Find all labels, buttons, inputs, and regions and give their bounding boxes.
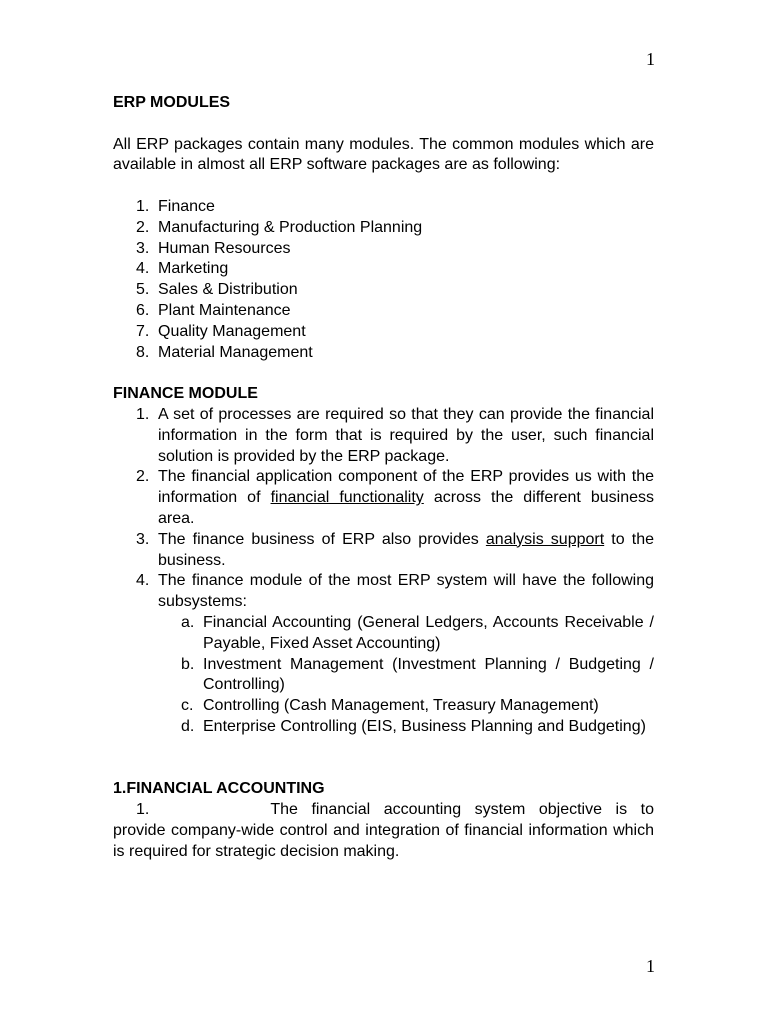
financial-accounting-paragraph	[113, 800, 654, 862]
list-number: 6.	[136, 301, 150, 319]
list-number: 2.	[136, 468, 150, 486]
list-item	[158, 696, 654, 717]
list-item	[158, 613, 654, 655]
analysis-support-link[interactable]: analysis support	[485, 530, 605, 548]
list-number: 1.	[136, 197, 150, 215]
list-item-text: Material Management	[158, 343, 313, 361]
list-item	[113, 467, 654, 529]
list-item	[158, 717, 654, 738]
list-letter: b.	[181, 655, 195, 673]
list-item-text: A set of processes are required so that they can provide the financial information in the form that is required by the user, such financial solution is provided by the ERP package.	[158, 405, 654, 465]
list-item-text: Quality Management	[158, 322, 306, 340]
intro-paragraph: All ERP packages contain many modules. The common modules which are available in almost all ERP software packages are as following:	[113, 135, 654, 174]
financial-functionality-link[interactable]: financial functionality	[270, 489, 424, 507]
list-item	[113, 571, 654, 737]
list-number: 2.	[136, 218, 150, 236]
paragraph-text: The financial accounting system objective is to provide company-wide control and integration of financial information which is required for strategic decision making.	[113, 801, 654, 860]
list-item	[113, 405, 654, 467]
list-item	[113, 301, 654, 322]
list-number: 3.	[136, 239, 150, 257]
list-item	[158, 655, 654, 697]
list-item	[113, 239, 654, 260]
list-letter: d.	[181, 717, 195, 735]
list-item-text: Finance	[158, 197, 215, 215]
list-item	[113, 197, 654, 218]
list-number: 8.	[136, 343, 150, 361]
list-number: 1.	[136, 405, 150, 423]
list-item-text: The financial application component of the ERP provides us with the information of	[158, 468, 654, 507]
list-item	[113, 259, 654, 280]
list-item	[113, 343, 654, 364]
list-item-text: Manufacturing & Production Planning	[158, 218, 423, 236]
list-number: 4.	[136, 572, 150, 590]
list-item	[113, 280, 654, 301]
list-item-text: Investment Management (Investment Planning / Budgeting / Controlling)	[203, 655, 654, 694]
list-item	[113, 218, 654, 239]
list-letter: c.	[181, 697, 194, 715]
page-number-bottom: 1	[646, 956, 655, 976]
list-number: 7.	[136, 322, 150, 340]
list-item-text: Financial Accounting (General Ledgers, Accounts Receivable / Payable, Fixed Asset Accounting)	[203, 613, 654, 652]
list-item-text: Human Resources	[158, 239, 291, 257]
list-item-text: The finance business of ERP also provides	[158, 530, 486, 548]
modules-list	[113, 197, 654, 363]
financial-accounting-heading: 1.FINANCIAL ACCOUNTING	[113, 780, 325, 798]
list-item-text: The finance module of the most ERP system will have the following subsystems:	[158, 572, 654, 611]
list-number: 5.	[136, 281, 150, 299]
list-item-text: Plant Maintenance	[158, 301, 291, 319]
list-item	[113, 530, 654, 572]
list-item-text: to the business.	[158, 530, 654, 569]
list-number: 3.	[136, 530, 150, 548]
list-number: 4.	[136, 260, 150, 278]
paragraph-number: 1.	[136, 801, 150, 819]
erp-modules-heading: ERP MODULES	[113, 94, 231, 111]
finance-points-list	[113, 405, 654, 738]
list-item	[113, 322, 654, 343]
page-number-top: 1	[646, 49, 655, 69]
list-item-text: Marketing	[158, 260, 229, 278]
list-item-text: Sales & Distribution	[158, 281, 298, 299]
list-item-text: Enterprise Controlling (EIS, Business Planning and Budgeting)	[203, 717, 646, 735]
list-letter: a.	[181, 613, 195, 631]
subsystems-list	[158, 613, 654, 738]
finance-module-heading: FINANCE MODULE	[113, 385, 258, 403]
list-item-text: across the different business area.	[158, 489, 654, 527]
document-body	[113, 93, 654, 862]
list-item-text: Controlling (Cash Management, Treasury Management)	[203, 697, 599, 715]
